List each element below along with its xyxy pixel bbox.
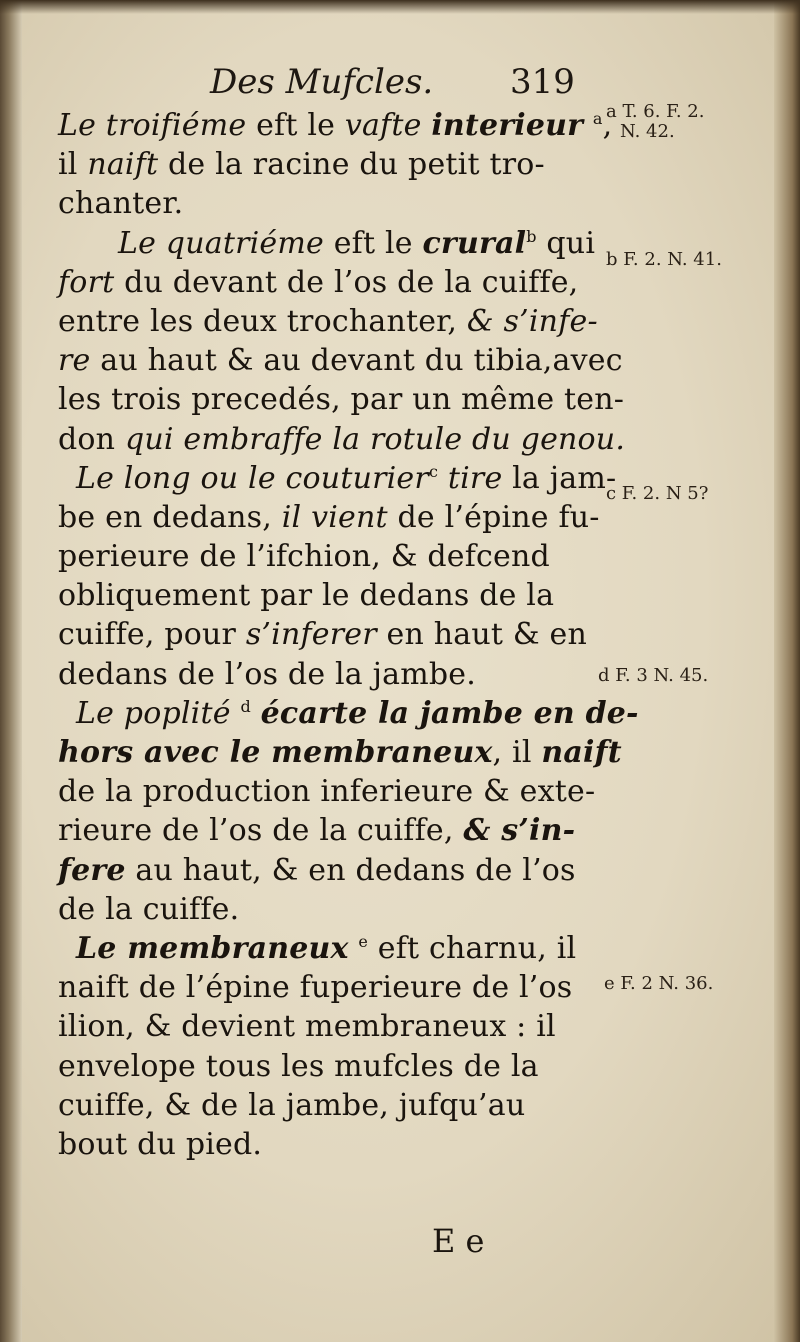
italic-term: re xyxy=(58,343,91,379)
text-run: cuiffe, & de la jambe, jufqu’au xyxy=(58,1087,526,1123)
emphasized-term: crural xyxy=(422,225,527,261)
text-line xyxy=(58,576,618,615)
text-line xyxy=(58,1047,618,1086)
text-line xyxy=(58,968,618,1007)
text-run: entre les deux trochanter, xyxy=(58,303,467,339)
emphasized-term: fere xyxy=(58,852,126,888)
text-line xyxy=(58,302,618,341)
text-run: perieure de l’ifchion, & defcend xyxy=(58,539,550,575)
italic-term: il vient xyxy=(281,499,388,535)
text-line xyxy=(58,341,623,380)
text-run: chanter. xyxy=(58,186,184,222)
text-run xyxy=(438,461,448,496)
emphasized-term: naift xyxy=(541,735,622,770)
text-run: , xyxy=(602,108,613,143)
italic-term: Le long ou le couturier xyxy=(76,460,429,496)
text-line xyxy=(58,851,618,890)
italic-term: vafte xyxy=(344,108,422,143)
emphasized-term: Le membraneux xyxy=(76,930,349,966)
italic-term: & s’infe- xyxy=(466,303,598,339)
text-line xyxy=(58,1007,618,1046)
emphasized-term: écarte la jambe en de- xyxy=(260,695,639,731)
text-run: au haut, & en dedans de l’os xyxy=(125,852,576,888)
italic-term: Le poplité xyxy=(76,695,231,731)
text-run: , il xyxy=(492,735,542,770)
margin-note-e xyxy=(604,974,713,994)
italic-term: Le troifiéme xyxy=(58,108,247,143)
text-line xyxy=(58,1125,618,1164)
footnote-marker: d xyxy=(240,696,251,716)
text-line xyxy=(58,1086,618,1125)
italic-term: tire xyxy=(447,460,503,496)
italic-term: naift xyxy=(87,147,159,183)
text-line xyxy=(58,145,618,184)
text-run: les trois precedés, par un même ten- xyxy=(58,382,625,418)
footnote-marker: a xyxy=(592,109,603,128)
text-line xyxy=(58,772,618,811)
margin-note-c-line1: c F. 2. N 5? xyxy=(606,483,709,504)
margin-note-a xyxy=(606,102,704,142)
page-number: 319 xyxy=(510,62,575,102)
text-line xyxy=(58,420,626,459)
text-run: dedans de l’os de la jambe. xyxy=(58,656,476,692)
emphasized-term: interieur xyxy=(431,108,584,143)
text-run: eft le xyxy=(246,108,345,143)
emphasized-term: & s’in- xyxy=(463,813,576,849)
italic-term: s’inferer xyxy=(245,617,377,653)
footnote-marker: c xyxy=(428,461,439,481)
text-line xyxy=(58,655,618,694)
text-run: eft le xyxy=(323,225,423,261)
text-run: don xyxy=(58,421,125,457)
text-line xyxy=(58,184,618,223)
text-line xyxy=(58,890,618,929)
text-run: il xyxy=(58,147,88,183)
text-run: naift de l’épine fuperieure de l’os xyxy=(58,970,573,1006)
text-run: rieure de l’os de la cuiffe, xyxy=(58,813,464,849)
emphasized-term: hors avec le membraneux xyxy=(58,735,493,770)
text-run: cuiffe, pour xyxy=(58,617,246,653)
italic-term: fort xyxy=(58,264,115,300)
text-run xyxy=(583,108,593,143)
text-run: au haut & au devant du tibia,avec xyxy=(90,343,623,379)
text-run: de l’épine fu- xyxy=(387,499,600,535)
text-run: de la cuiffe. xyxy=(58,891,240,927)
text-line xyxy=(58,733,622,772)
footnote-marker: b xyxy=(526,226,537,246)
text-run: be en dedans, xyxy=(58,499,282,535)
text-line xyxy=(58,263,618,302)
text-run: de la production inferieure & exte- xyxy=(58,774,596,810)
margin-note-e-line1: e F. 2 N. 36. xyxy=(604,973,714,994)
italic-term: Le quatriéme xyxy=(118,225,324,261)
binding-gutter xyxy=(0,0,22,1342)
text-run: eft charnu, il xyxy=(368,930,577,966)
text-run: ilion, & devient membraneux : il xyxy=(58,1009,556,1045)
margin-note-d-line1: d F. 3 N. 45. xyxy=(598,665,709,686)
text-run: de la racine du petit tro- xyxy=(158,147,545,183)
text-line xyxy=(58,459,618,498)
text-run xyxy=(349,931,359,966)
italic-term: qui embraffe la rotule du genou. xyxy=(124,421,626,457)
margin-note-a-line2: N. 42. xyxy=(620,121,675,142)
text-line xyxy=(58,224,618,263)
text-run: en haut & en xyxy=(376,617,587,653)
top-shadow xyxy=(0,0,800,14)
margin-note-a-line1: a T. 6. F. 2. xyxy=(606,101,705,122)
text-run: envelope tous les mufcles de la xyxy=(58,1048,539,1084)
margin-note-d xyxy=(598,666,708,686)
text-line xyxy=(58,929,618,968)
text-line xyxy=(58,380,625,419)
text-run: du devant de l’os de la cuiffe, xyxy=(114,264,579,300)
text-run xyxy=(231,696,241,731)
text-line xyxy=(58,694,639,733)
text-run: qui xyxy=(536,225,596,261)
text-run: obliquement par le dedans de la xyxy=(58,578,555,614)
margin-note-c xyxy=(606,484,708,504)
text-run: bout du pied. xyxy=(58,1126,263,1162)
text-line xyxy=(58,615,618,654)
running-head-title: Des Mufcles. xyxy=(210,62,434,102)
text-line xyxy=(58,537,618,576)
text-line xyxy=(58,498,618,537)
catchword: E e xyxy=(432,1222,485,1260)
running-head xyxy=(210,62,600,102)
footnote-marker: e xyxy=(358,931,369,951)
page-edge xyxy=(774,0,800,1342)
text-line xyxy=(58,106,618,145)
margin-note-b-line1: b F. 2. N. 41. xyxy=(606,249,722,270)
text-run xyxy=(251,696,261,731)
text-run xyxy=(422,108,432,143)
text-run: la jam- xyxy=(502,460,617,496)
margin-note-b xyxy=(606,250,722,270)
text-line xyxy=(58,811,618,850)
body-text xyxy=(58,106,639,1164)
